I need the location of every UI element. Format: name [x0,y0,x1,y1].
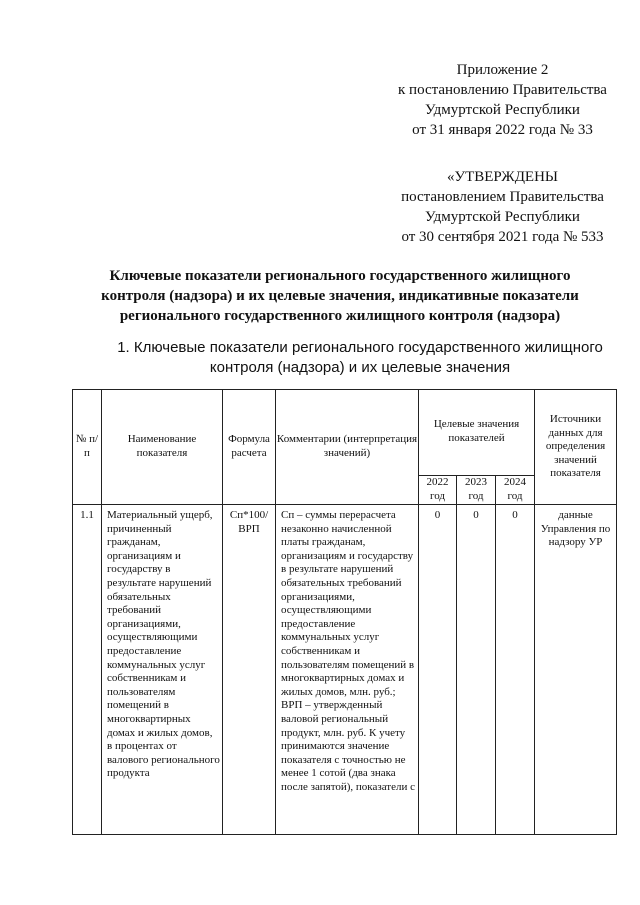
appendix-heading [380,60,625,140]
row-comment: Сп – суммы перерасчета незаконно начисленной платы гражданам, организациям и государству в результате нарушений обязательных требований организациями, осуществляющими предоставление коммунальных услуг собственникам и пользователям помещений в многоквартирных домах и жилых домов, млн. руб.; ВРП – утвержденный валовой региональный продукт, млн. руб. К учету принимаются значение показателя с точностью не менее 1 сотой (два знака после запятой), показатели с [276,505,419,835]
title-line: регионального государственного жилищного контроля (надзора) [119,308,561,324]
approved-line: от 30 сентября 2021 года № 533 [401,229,604,245]
approved-line: постановлением Правительства [401,189,604,205]
row-value-2023: 0 [457,505,496,835]
header-comment: Комментарии (интерпретация значений) [276,390,419,505]
title-line: контроля (надзора) и их целевые значения, индикативные показатели [101,288,579,304]
header-year: 2024 год [496,476,535,505]
appendix-line: к постановлению Правительства [398,82,607,98]
title-line: Ключевые показатели регионального государственного жилищного [109,268,571,284]
header-formula: Формула расчета [223,390,276,505]
row-value-2022: 0 [419,505,457,835]
section-heading [100,338,620,378]
document-title [60,266,620,326]
header-targets: Целевые значения показателей [419,390,535,476]
header-year: 2023 год [457,476,496,505]
approved-line: Удмуртской Республики [425,209,580,225]
appendix-line: Приложение 2 [456,62,549,78]
row-num: 1.1 [73,505,102,835]
appendix-line: Удмуртской Республики [425,102,580,118]
header-sources: Источники данных для определения значений показателя [535,390,617,505]
section-line: 1. Ключевые показатели регионального государственного жилищного [117,339,603,356]
row-source: данные Управления по надзору УР [535,505,617,835]
indicators-table [72,389,617,835]
approved-heading [380,167,625,247]
row-name: Материальный ущерб, причиненный гражданам, организациям и государству в результате нарушений обязательных требований организациями, осуществляющими предоставление коммунальных услуг собственникам и пользователям помещений в многоквартирных домах и жилых домов, в процентах от валового регионального продукта [102,505,223,835]
appendix-line: от 31 января 2022 года № 33 [412,122,593,138]
row-formula: Сп*100/ ВРП [223,505,276,835]
table-row [73,505,617,835]
header-num: № п/п [73,390,102,505]
header-name: Наименование показателя [102,390,223,505]
section-line: контроля (надзора) и их целевые значения [209,359,511,376]
header-year: 2022 год [419,476,457,505]
approved-line: «УТВЕРЖДЕНЫ [446,169,558,185]
row-value-2024: 0 [496,505,535,835]
